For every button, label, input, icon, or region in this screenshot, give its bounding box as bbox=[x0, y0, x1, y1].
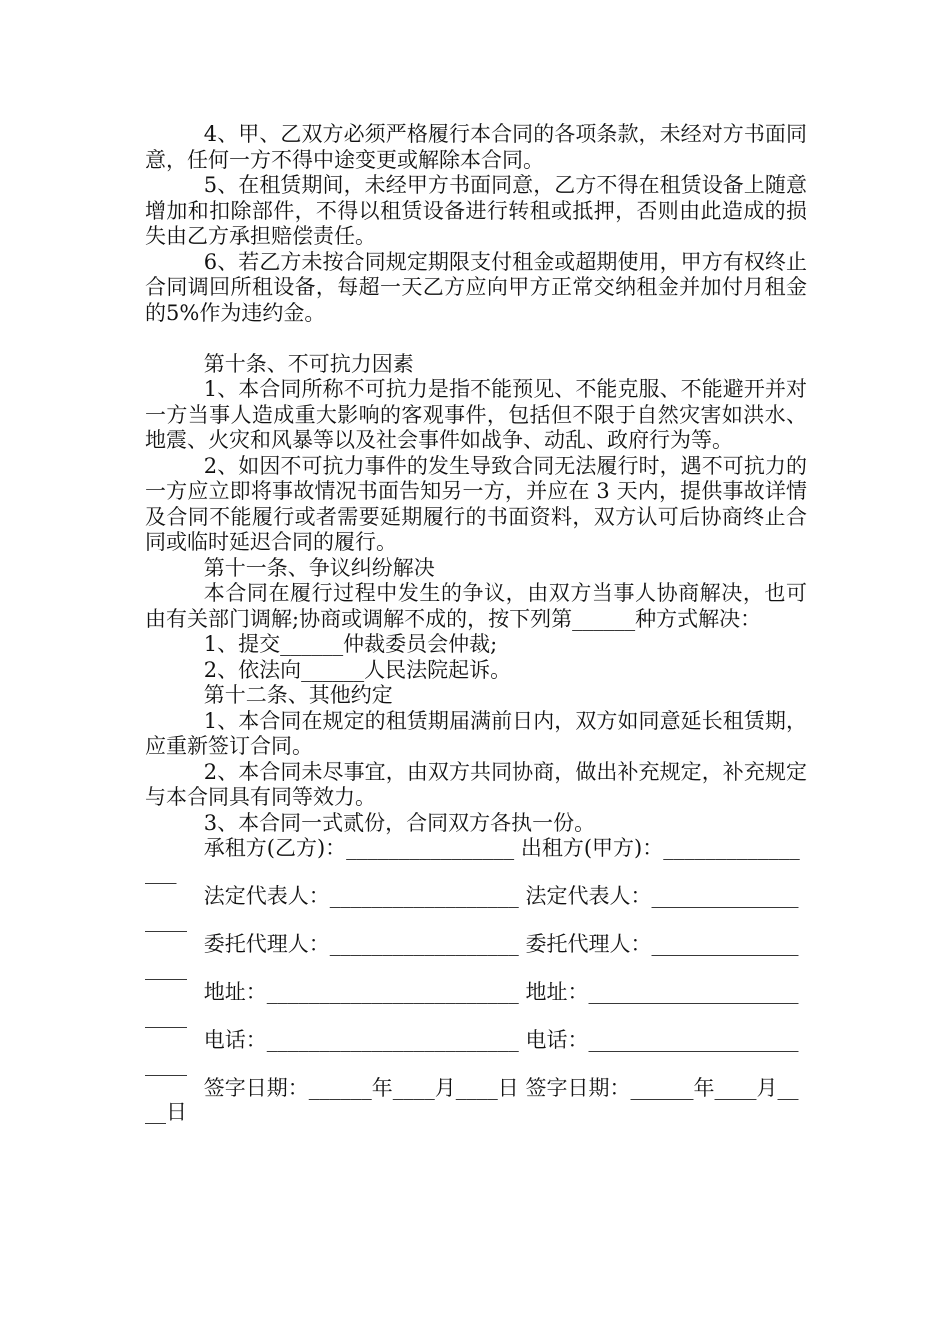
article-10-item-1: 1、本合同所称不可抗力是指不能预见、不能克服、不能避开并对一方当事人造成重大影响的客观事件，包括但不限于自然灾害如洪水、地震、火灾和风暴等以及社会事件如战争、动乱、政府行为等。 bbox=[145, 377, 807, 452]
clause-5-text: 5、在租赁期间，未经甲方书面同意，乙方不得在租赁设备上随意增加和扣除部件，不得以租赁设备进行转租或抵押，否则由此造成的损失由乙方承担赔偿责任。 bbox=[145, 173, 807, 248]
signature-party-line: 承租方(乙方)：________________ 出租方(甲方)：________________ bbox=[145, 836, 800, 884]
article-10-heading: 第十条、不可抗力因素 bbox=[203, 351, 414, 376]
contract-page bbox=[145, 122, 807, 1124]
clause-6-text: 6、若乙方未按合同规定期限支付租金或超期使用，甲方有权终止合同调回所租设备，每超一天乙方应向甲方正常交纳租金并加付月租金的5%作为违约金。 bbox=[145, 249, 807, 325]
signature-agent-line: 委托代理人：__________________ 委托代理人：__________________ bbox=[145, 932, 799, 980]
clause-4-text: 4、甲、乙双方必须严格履行本合同的各项条款，未经对方书面同意，任何一方不得中途变更或解除本合同。 bbox=[145, 122, 807, 172]
article-12-item-1: 1、本合同在规定的租赁期届满前日内，双方如同意延长租赁期，应重新签订合同。 bbox=[145, 708, 807, 758]
signature-legal-rep-line: 法定代表人：__________________ 法定代表人：__________________ bbox=[145, 884, 799, 932]
paragraph-gap bbox=[145, 326, 807, 352]
signature-date-line: 签字日期：______年____月____日 签字日期：______年____月____日 bbox=[145, 1076, 799, 1124]
article-12-item-3: 3、本合同一式贰份，合同双方各执一份。 bbox=[203, 810, 596, 835]
article-11-body: 本合同在履行过程中发生的争议，由双方当事人协商解决，也可由有关部门调解;协商或调解不成的，按下列第______种方式解决： bbox=[145, 581, 807, 631]
signature-phone-line: 电话：________________________ 电话：________________________ bbox=[145, 1028, 799, 1076]
article-10-item-2: 2、如因不可抗力事件的发生导致合同无法履行时，遇不可抗力的一方应立即将事故情况书面告知另一方，并应在 3 天内，提供事故详情及合同不能履行或者需要延期履行的书面资料，双方认可后协商终止合同或临时延迟合同的履行。 bbox=[145, 453, 807, 554]
article-12-heading: 第十二条、其他约定 bbox=[203, 683, 393, 707]
article-12-item-2: 2、本合同未尽事宜，由双方共同协商，做出补充规定，补充规定与本合同具有同等效力。 bbox=[145, 759, 807, 809]
signature-address-line: 地址：________________________ 地址：________________________ bbox=[145, 980, 799, 1028]
article-11-option-1: 1、提交______仲裁委员会仲裁; bbox=[203, 632, 498, 656]
article-11-option-2: 2、依法向______人民法院起诉。 bbox=[203, 657, 512, 682]
article-11-heading: 第十一条、争议纠纷解决 bbox=[203, 555, 435, 580]
